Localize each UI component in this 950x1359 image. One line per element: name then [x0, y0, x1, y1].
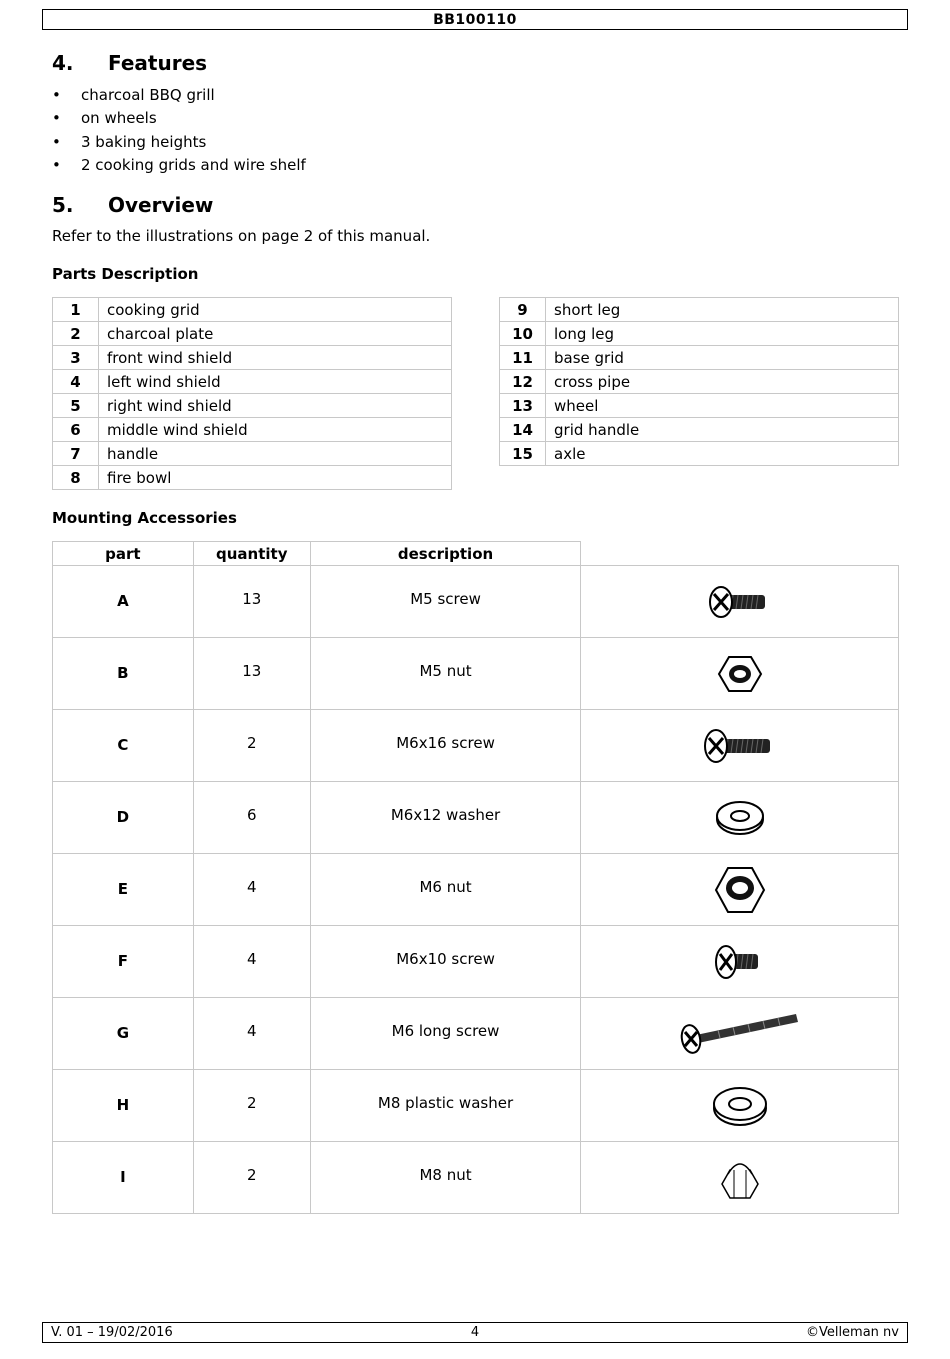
table-row: 8 fire bowl	[53, 466, 452, 490]
mounting-accessories-title: Mounting Accessories	[52, 509, 237, 527]
table-row: 5 right wind shield	[53, 394, 452, 418]
mounting-accessories-table	[52, 541, 899, 1214]
list-item: • charcoal BBQ grill	[52, 86, 215, 104]
parts-table-left	[52, 297, 452, 490]
section-number: 5.	[52, 193, 74, 217]
column-header: description	[310, 542, 581, 566]
table-row: 15 axle	[500, 442, 899, 466]
list-item: • 3 baking heights	[52, 132, 207, 151]
features-heading	[52, 51, 207, 75]
screw-short-icon	[581, 582, 898, 622]
table-row: F 4 M6x10 screw	[53, 926, 899, 998]
section-title: Features	[108, 51, 208, 75]
hex-nut-icon	[581, 864, 898, 916]
hex-nut-icon	[581, 652, 898, 696]
overview-heading	[52, 193, 213, 217]
page-footer	[42, 1322, 908, 1343]
table-row: 13 wheel	[500, 394, 899, 418]
table-row: 6 middle wind shield	[53, 418, 452, 442]
list-item: • 2 cooking grids and wire shelf	[52, 155, 306, 174]
table-row: G 4 M6 long screw	[53, 998, 899, 1070]
table-row: 14 grid handle	[500, 418, 899, 442]
table-row: 3 front wind shield	[53, 346, 452, 370]
screw-medium-icon	[581, 726, 898, 766]
model-number: BB100110	[433, 12, 517, 28]
features-list	[52, 84, 306, 177]
table-row: 1 cooking grid	[53, 298, 452, 322]
list-item: • on wheels	[52, 109, 157, 128]
table-row: C 2 M6x16 screw	[53, 710, 899, 782]
column-header: part	[53, 542, 194, 566]
washer-icon	[581, 1084, 898, 1128]
overview-intro: Refer to the illustrations on page 2 of this manual.	[52, 227, 431, 245]
table-row: A 13 M5 screw	[53, 566, 899, 638]
cap-nut-icon	[581, 1156, 898, 1200]
screw-short-icon	[581, 942, 898, 982]
section-number: 4.	[52, 51, 74, 75]
table-row: H 2 M8 plastic washer	[53, 1070, 899, 1142]
table-row: I 2 M8 nut	[53, 1142, 899, 1214]
table-row: B 13 M5 nut	[53, 638, 899, 710]
table-row: 10 long leg	[500, 322, 899, 346]
table-row: 4 left wind shield	[53, 370, 452, 394]
screw-long-icon	[581, 1009, 898, 1059]
column-header-empty	[581, 542, 899, 566]
table-row: 11 base grid	[500, 346, 899, 370]
table-row: 12 cross pipe	[500, 370, 899, 394]
page-header	[42, 9, 908, 30]
table-row: E 4 M6 nut	[53, 854, 899, 926]
column-header: quantity	[193, 542, 310, 566]
table-row: 9 short leg	[500, 298, 899, 322]
table-header-row	[53, 542, 899, 566]
parts-description-title: Parts Description	[52, 265, 199, 283]
table-row: 2 charcoal plate	[53, 322, 452, 346]
table-row: 7 handle	[53, 442, 452, 466]
parts-table-right	[499, 297, 899, 466]
copyright: ©Velleman nv	[805, 1325, 899, 1340]
version-date: V. 01 – 19/02/2016	[51, 1325, 173, 1340]
washer-icon	[581, 798, 898, 838]
table-row: D 6 M6x12 washer	[53, 782, 899, 854]
section-title: Overview	[108, 193, 214, 217]
page-number: 4	[470, 1325, 480, 1340]
